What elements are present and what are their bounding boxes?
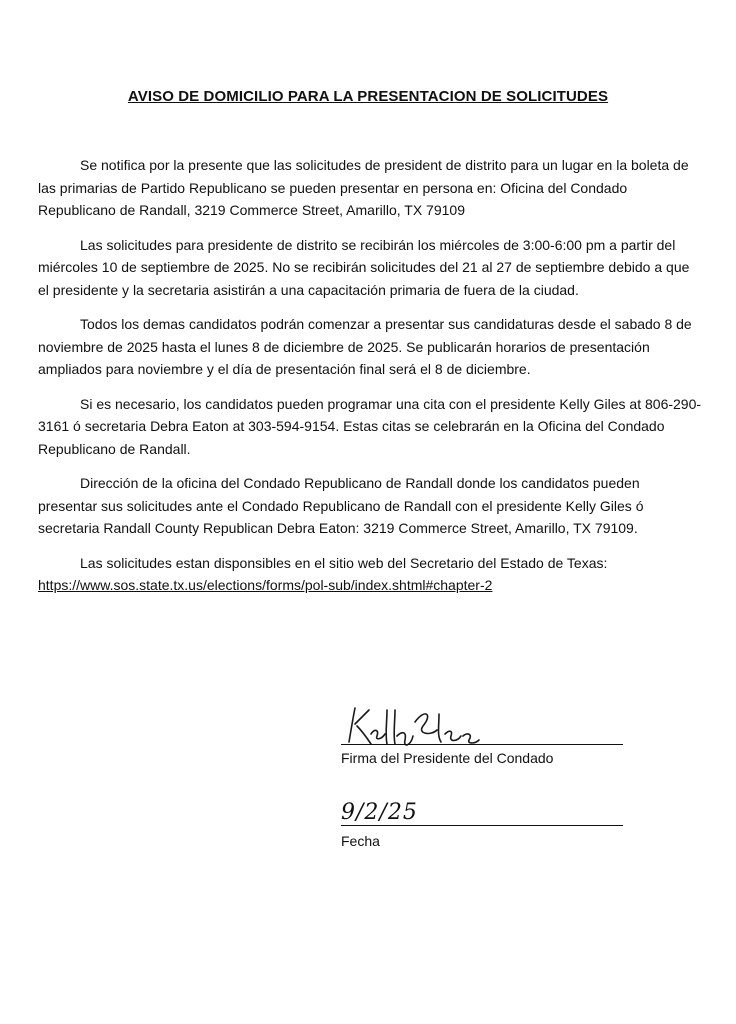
document-title: AVISO DE DOMICILIO PARA LA PRESENTACION DE SOLICITUDES — [127, 88, 609, 105]
handwritten-date: 9/2/25 — [341, 800, 418, 825]
document-body — [38, 154, 702, 609]
signature-caption: Firma del Presidente del Condado — [341, 750, 554, 766]
date-line — [341, 825, 623, 826]
paragraph-office-address: Dirección de la oficina del Condado Republicano de Randall donde los candidatos pueden presentar sus solicitudes ante el Condado Republicano de Randall con el presidente Kelly Giles ó secretaria Randall County Republican Debra Eaton: 3219 Commerce Street, Amarillo, TX 79109. — [38, 475, 644, 536]
paragraph-url — [38, 574, 702, 597]
signature-line — [341, 744, 623, 745]
date-caption: Fecha — [341, 833, 380, 849]
signature-block — [341, 700, 641, 870]
paragraph-filing-location: Se notifica por la presente que las solicitudes de president de distrito para un lugar en la boleta de las primarias de Partido Republicano se pueden presentar en persona en: Oficina del Condado Republicano de Randall, 3219 Commerce Street, Amarillo, TX 79109 — [38, 157, 689, 218]
website-intro: Las solicitudes estan disponsibles en el sitio web del Secretario del Estado de Texas: — [80, 554, 608, 571]
paragraph-website — [38, 552, 702, 575]
sos-forms-link[interactable]: https://www.sos.state.tx.us/elections/forms/pol-sub/index.shtml#chapter-2 — [38, 577, 493, 593]
handwritten-signature — [341, 700, 481, 750]
paragraph-precinct-schedule: Las solicitudes para presidente de distrito se recibirán los miércoles de 3:00-6:00 pm a partir del miércoles 10 de septiembre de 2025. No se recibirán solicitudes del 21 al 27 de septiembre debido a que el presidente y la secretaria asistirán a una capacitación primaria de fuera de la ciudad. — [38, 236, 690, 298]
paragraph-appointments: Si es necesario, los candidatos pueden programar una cita con el presidente Kelly Giles at 806-290-3161 ó secretaria Debra Eaton at 303-594-9154. Estas citas se celebrarán en la Oficina del Condado Republicano de Randall. — [38, 395, 702, 457]
paragraph-other-candidates: Todos los demas candidatos podrán comenzar a presentar sus candidaturas desde el sabado 8 de noviembre de 2025 hasta el lunes 8 de diciembre de 2025. Se publicarán horarios de presentación ampliados para noviembre y el día de presentación final será el 8 de diciembre. — [38, 316, 692, 377]
